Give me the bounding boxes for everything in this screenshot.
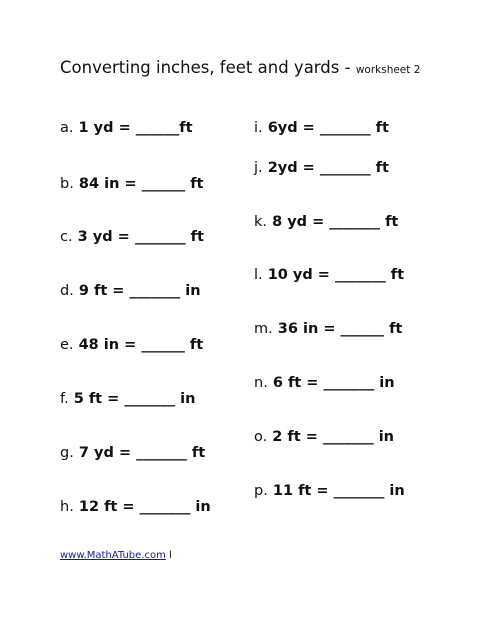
problem-b	[60, 175, 203, 193]
problem-j	[254, 159, 389, 177]
problem-expression: 2 ft = _______ in	[267, 429, 394, 445]
problem-letter: g.	[60, 445, 74, 461]
problem-i	[254, 119, 389, 137]
footer	[60, 550, 172, 561]
problem-expression: 6yd = _______ ft	[262, 120, 389, 136]
problem-l	[254, 266, 404, 284]
problem-letter: h.	[60, 499, 74, 515]
problem-letter: o.	[254, 429, 268, 445]
problem-letter: n.	[254, 375, 268, 391]
problem-letter: m.	[254, 321, 273, 337]
problem-k	[254, 213, 398, 231]
problem-p	[254, 482, 405, 500]
title-text: Converting inches, feet and yards -	[60, 58, 356, 77]
problem-d	[60, 282, 201, 300]
problem-o	[254, 428, 394, 446]
worksheet-subtitle: worksheet 2	[355, 64, 421, 76]
problem-expression: 84 in = ______ ft	[73, 176, 204, 192]
problem-letter: c.	[60, 229, 73, 245]
problem-letter: p.	[254, 483, 268, 499]
problem-h	[60, 498, 211, 516]
footer-suffix: l	[165, 550, 172, 561]
problem-a	[60, 119, 193, 137]
problem-n	[254, 374, 395, 392]
problem-e	[60, 336, 203, 354]
problem-expression: 9 ft = _______ in	[73, 283, 201, 299]
problem-expression: 10 yd = _______ ft	[262, 267, 405, 283]
problem-expression: 1 yd = ______ft	[73, 120, 193, 136]
problem-c	[60, 228, 204, 246]
problem-expression: 2yd = _______ ft	[262, 160, 389, 176]
footer-link[interactable]: www.MathATube.com	[60, 550, 166, 561]
problem-expression: 11 ft = _______ in	[267, 483, 405, 499]
problem-letter: f.	[60, 391, 69, 407]
problem-letter: l.	[254, 267, 263, 283]
problem-letter: a.	[60, 120, 74, 136]
problem-expression: 36 in = ______ ft	[272, 321, 403, 337]
worksheet-title	[60, 58, 420, 77]
problem-letter: i.	[254, 120, 263, 136]
problem-expression: 7 yd = _______ ft	[73, 445, 206, 461]
problem-letter: e.	[60, 337, 74, 353]
problem-letter: d.	[60, 283, 74, 299]
problem-expression: 5 ft = _______ in	[68, 391, 196, 407]
problem-letter: b.	[60, 176, 74, 192]
problem-letter: j.	[254, 160, 263, 176]
problem-letter: k.	[254, 214, 268, 230]
problem-expression: 48 in = ______ ft	[73, 337, 204, 353]
problem-expression: 6 ft = _______ in	[267, 375, 395, 391]
problem-g	[60, 444, 205, 462]
problem-expression: 3 yd = _______ ft	[72, 229, 204, 245]
problem-m	[254, 320, 402, 338]
problem-f	[60, 390, 195, 408]
problem-expression: 12 ft = _______ in	[73, 499, 211, 515]
problem-expression: 8 yd = _______ ft	[267, 214, 399, 230]
